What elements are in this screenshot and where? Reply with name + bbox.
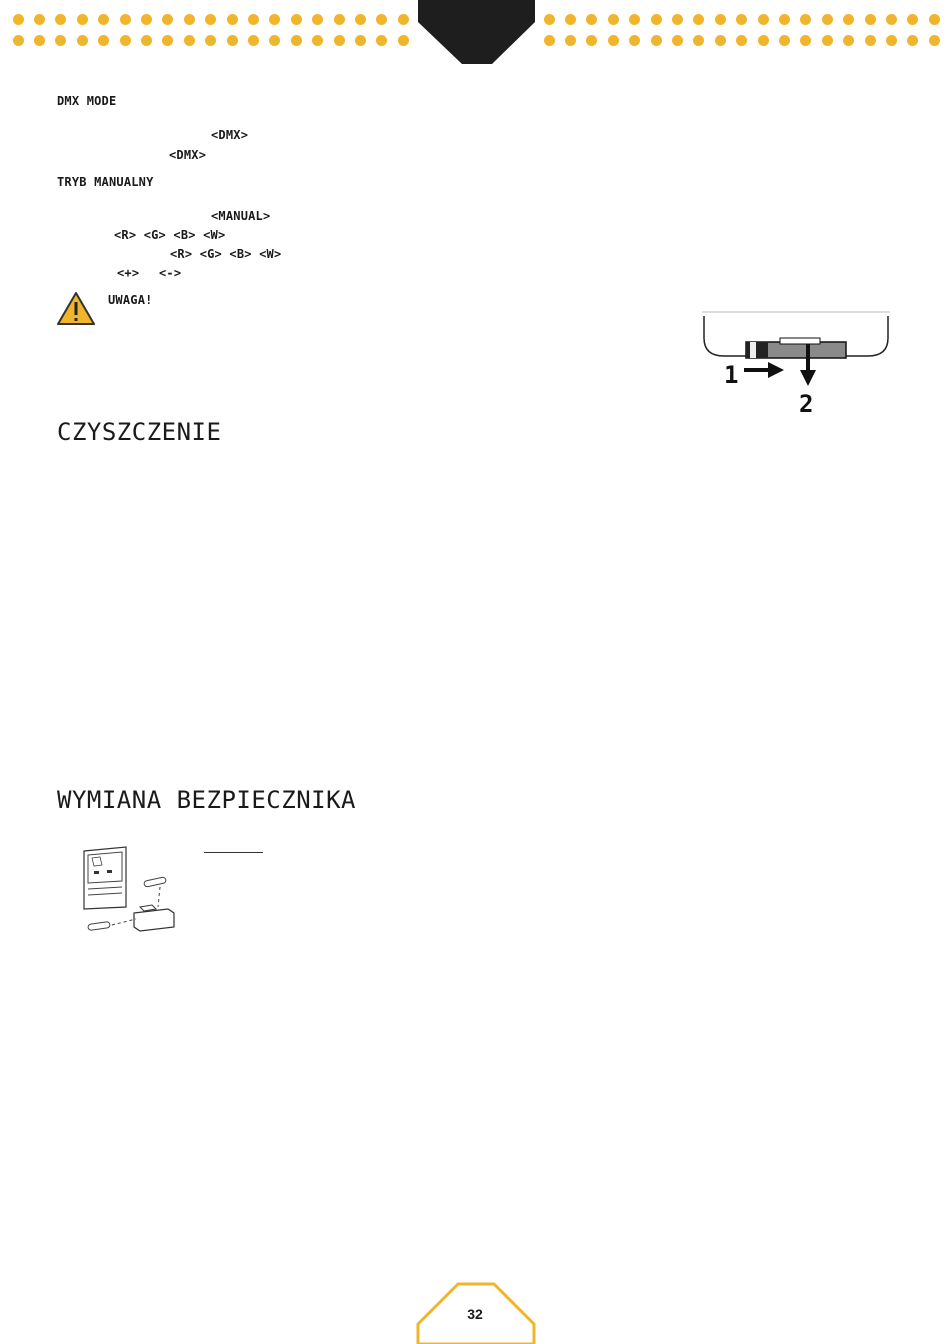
header-dot [651, 14, 662, 25]
header-dot [907, 14, 918, 25]
header-dot [800, 35, 811, 46]
header-dot [544, 35, 555, 46]
header-dot [865, 14, 876, 25]
header-dot [312, 35, 323, 46]
header-dot [736, 35, 747, 46]
fuse-replacement-diagram [80, 845, 200, 937]
rgbw-tag-2: <R> <G> <B> <W> [170, 247, 282, 261]
header-dot [355, 14, 366, 25]
header-dot [907, 35, 918, 46]
header-dot [929, 14, 940, 25]
header-dot [227, 14, 238, 25]
header-dot [162, 35, 173, 46]
header-dot [77, 14, 88, 25]
header-dot [715, 14, 726, 25]
step-2-label: 2 [799, 390, 814, 418]
header-dot [822, 35, 833, 46]
header-dot [141, 14, 152, 25]
header-dot [544, 14, 555, 25]
header-dot [34, 14, 45, 25]
header-dot [758, 35, 769, 46]
header-dot [608, 14, 619, 25]
header-dot [77, 35, 88, 46]
header-dot [141, 35, 152, 46]
header-dot [205, 35, 216, 46]
minus-tag: <-> [159, 266, 182, 280]
dmx-tag-1: <DMX> [211, 128, 249, 142]
header-dot [98, 35, 109, 46]
header-dot [651, 35, 662, 46]
header-dot [248, 35, 259, 46]
header-dot [162, 14, 173, 25]
header-dot [98, 14, 109, 25]
header-dot [629, 14, 640, 25]
dmx-tag-2: <DMX> [169, 148, 207, 162]
fuse-underline-rule [204, 852, 263, 853]
header-dot [120, 35, 131, 46]
header-dot [334, 14, 345, 25]
manual-mode-heading: TRYB MANUALNY [57, 175, 154, 189]
header-dot [800, 14, 811, 25]
header-tab [418, 0, 535, 66]
header-dot [312, 14, 323, 25]
battery-removal-diagram [700, 308, 892, 418]
header-dot [843, 14, 854, 25]
header-dot [929, 35, 940, 46]
header-dot [608, 35, 619, 46]
rgbw-tag-1: <R> <G> <B> <W> [114, 228, 226, 242]
fuse-heading: WYMIANA BEZPIECZNIKA [57, 786, 356, 814]
cleaning-heading: CZYSZCZENIE [57, 418, 222, 446]
header-dot [779, 35, 790, 46]
header-dot [184, 35, 195, 46]
header-dot [586, 35, 597, 46]
header-dot [886, 35, 897, 46]
header-dot [398, 14, 409, 25]
header-dot [13, 14, 24, 25]
header-dot [886, 14, 897, 25]
header-dot [269, 35, 280, 46]
header-dot [565, 14, 576, 25]
header-dot [334, 35, 345, 46]
warning-label: UWAGA! [108, 293, 153, 307]
header-dot [13, 35, 24, 46]
step-1-label: 1 [724, 361, 739, 389]
warning-triangle-icon [57, 291, 95, 326]
header-dot [205, 14, 216, 25]
header-dot [758, 14, 769, 25]
header-dot [865, 35, 876, 46]
header-dot [120, 14, 131, 25]
header-dot [843, 35, 854, 46]
header-dot [565, 35, 576, 46]
header-dot [715, 35, 726, 46]
header-dot [779, 14, 790, 25]
header-dot [398, 35, 409, 46]
header-dot [376, 14, 387, 25]
page-number: 32 [467, 1306, 483, 1322]
header-dot [184, 14, 195, 25]
dmx-mode-heading: DMX MODE [57, 94, 117, 108]
header-dot [672, 14, 683, 25]
header-dot [693, 35, 704, 46]
header-dot [291, 14, 302, 25]
manual-tag: <MANUAL> [211, 209, 271, 223]
header-dot [269, 14, 280, 25]
header-dot [586, 14, 597, 25]
header-dot [672, 35, 683, 46]
plus-tag: <+> [117, 266, 140, 280]
header-dot [55, 14, 66, 25]
header-dot [355, 35, 366, 46]
header-dot [822, 14, 833, 25]
header-dot [629, 35, 640, 46]
header-dot [736, 14, 747, 25]
header-dot [248, 14, 259, 25]
header-dot [227, 35, 238, 46]
header-dot [291, 35, 302, 46]
header-dot [34, 35, 45, 46]
header-dot [693, 14, 704, 25]
header-dot [55, 35, 66, 46]
header-dot [376, 35, 387, 46]
